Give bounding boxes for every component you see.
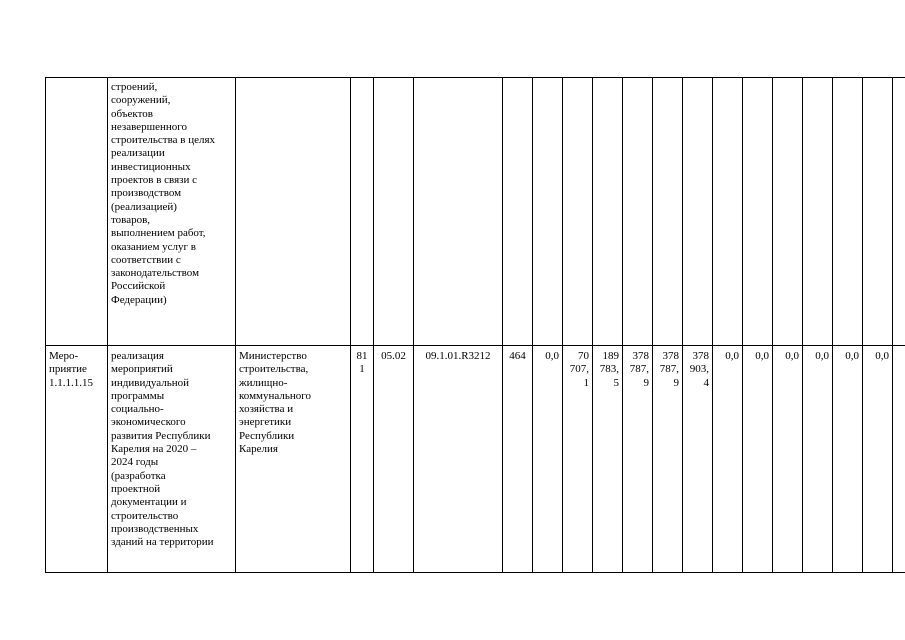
- grbs-cell: [351, 78, 374, 346]
- csr-cell: 09.1.01.R3212: [414, 346, 503, 573]
- value-cell: 0,0: [833, 346, 863, 573]
- rzpr-cell: 05.02: [374, 346, 414, 573]
- event-label-cell: Меро- приятие 1.1.1.1.15: [46, 346, 108, 573]
- value-cell: 0,0: [863, 346, 893, 573]
- value-cell: 189 783, 5: [593, 346, 623, 573]
- executor-cell: [236, 78, 351, 346]
- table-row: [46, 346, 905, 573]
- value-cell: [893, 78, 905, 346]
- event-name-cell: строений, сооружений, объектов незавершенного строительства в целях реализации инвестиционных проектов в связи с производством (реализацией) товаров, выполнением работ, оказанием услуг в соответствии с законодательством Российской Федерации): [108, 78, 236, 346]
- value-cell: [533, 78, 563, 346]
- event-label-cell: [46, 78, 108, 346]
- value-cell: 378 787, 9: [623, 346, 653, 573]
- executor-cell: Министерство строительства, жилищно- коммунального хозяйства и энергетики Республики Карелия: [236, 346, 351, 573]
- value-cell: [683, 78, 713, 346]
- value-cell: 70 707, 1: [563, 346, 593, 573]
- value-cell: [893, 346, 905, 573]
- value-cell: [593, 78, 623, 346]
- table-row: [46, 78, 905, 346]
- value-cell: [773, 78, 803, 346]
- value-cell: [653, 78, 683, 346]
- rzpr-cell: [374, 78, 414, 346]
- value-cell: 378 787, 9: [653, 346, 683, 573]
- value-cell: [863, 78, 893, 346]
- value-cell: [743, 78, 773, 346]
- csr-cell: [414, 78, 503, 346]
- value-cell: 0,0: [773, 346, 803, 573]
- vr-cell: 464: [503, 346, 533, 573]
- value-cell: 0,0: [713, 346, 743, 573]
- grbs-cell: 81 1: [351, 346, 374, 573]
- value-cell: 0,0: [533, 346, 563, 573]
- value-cell: 378 903, 4: [683, 346, 713, 573]
- value-cell: [803, 78, 833, 346]
- vr-cell: [503, 78, 533, 346]
- event-name-cell: реализация мероприятий индивидуальной программы социально- экономического развития Республики Карелия на 2020 – 2024 годы (разработка проектной документации и строительство производственных зданий на территории: [108, 346, 236, 573]
- value-cell: 0,0: [803, 346, 833, 573]
- budget-table: [45, 77, 905, 573]
- value-cell: [623, 78, 653, 346]
- value-cell: [713, 78, 743, 346]
- value-cell: [563, 78, 593, 346]
- value-cell: 0,0: [743, 346, 773, 573]
- value-cell: [833, 78, 863, 346]
